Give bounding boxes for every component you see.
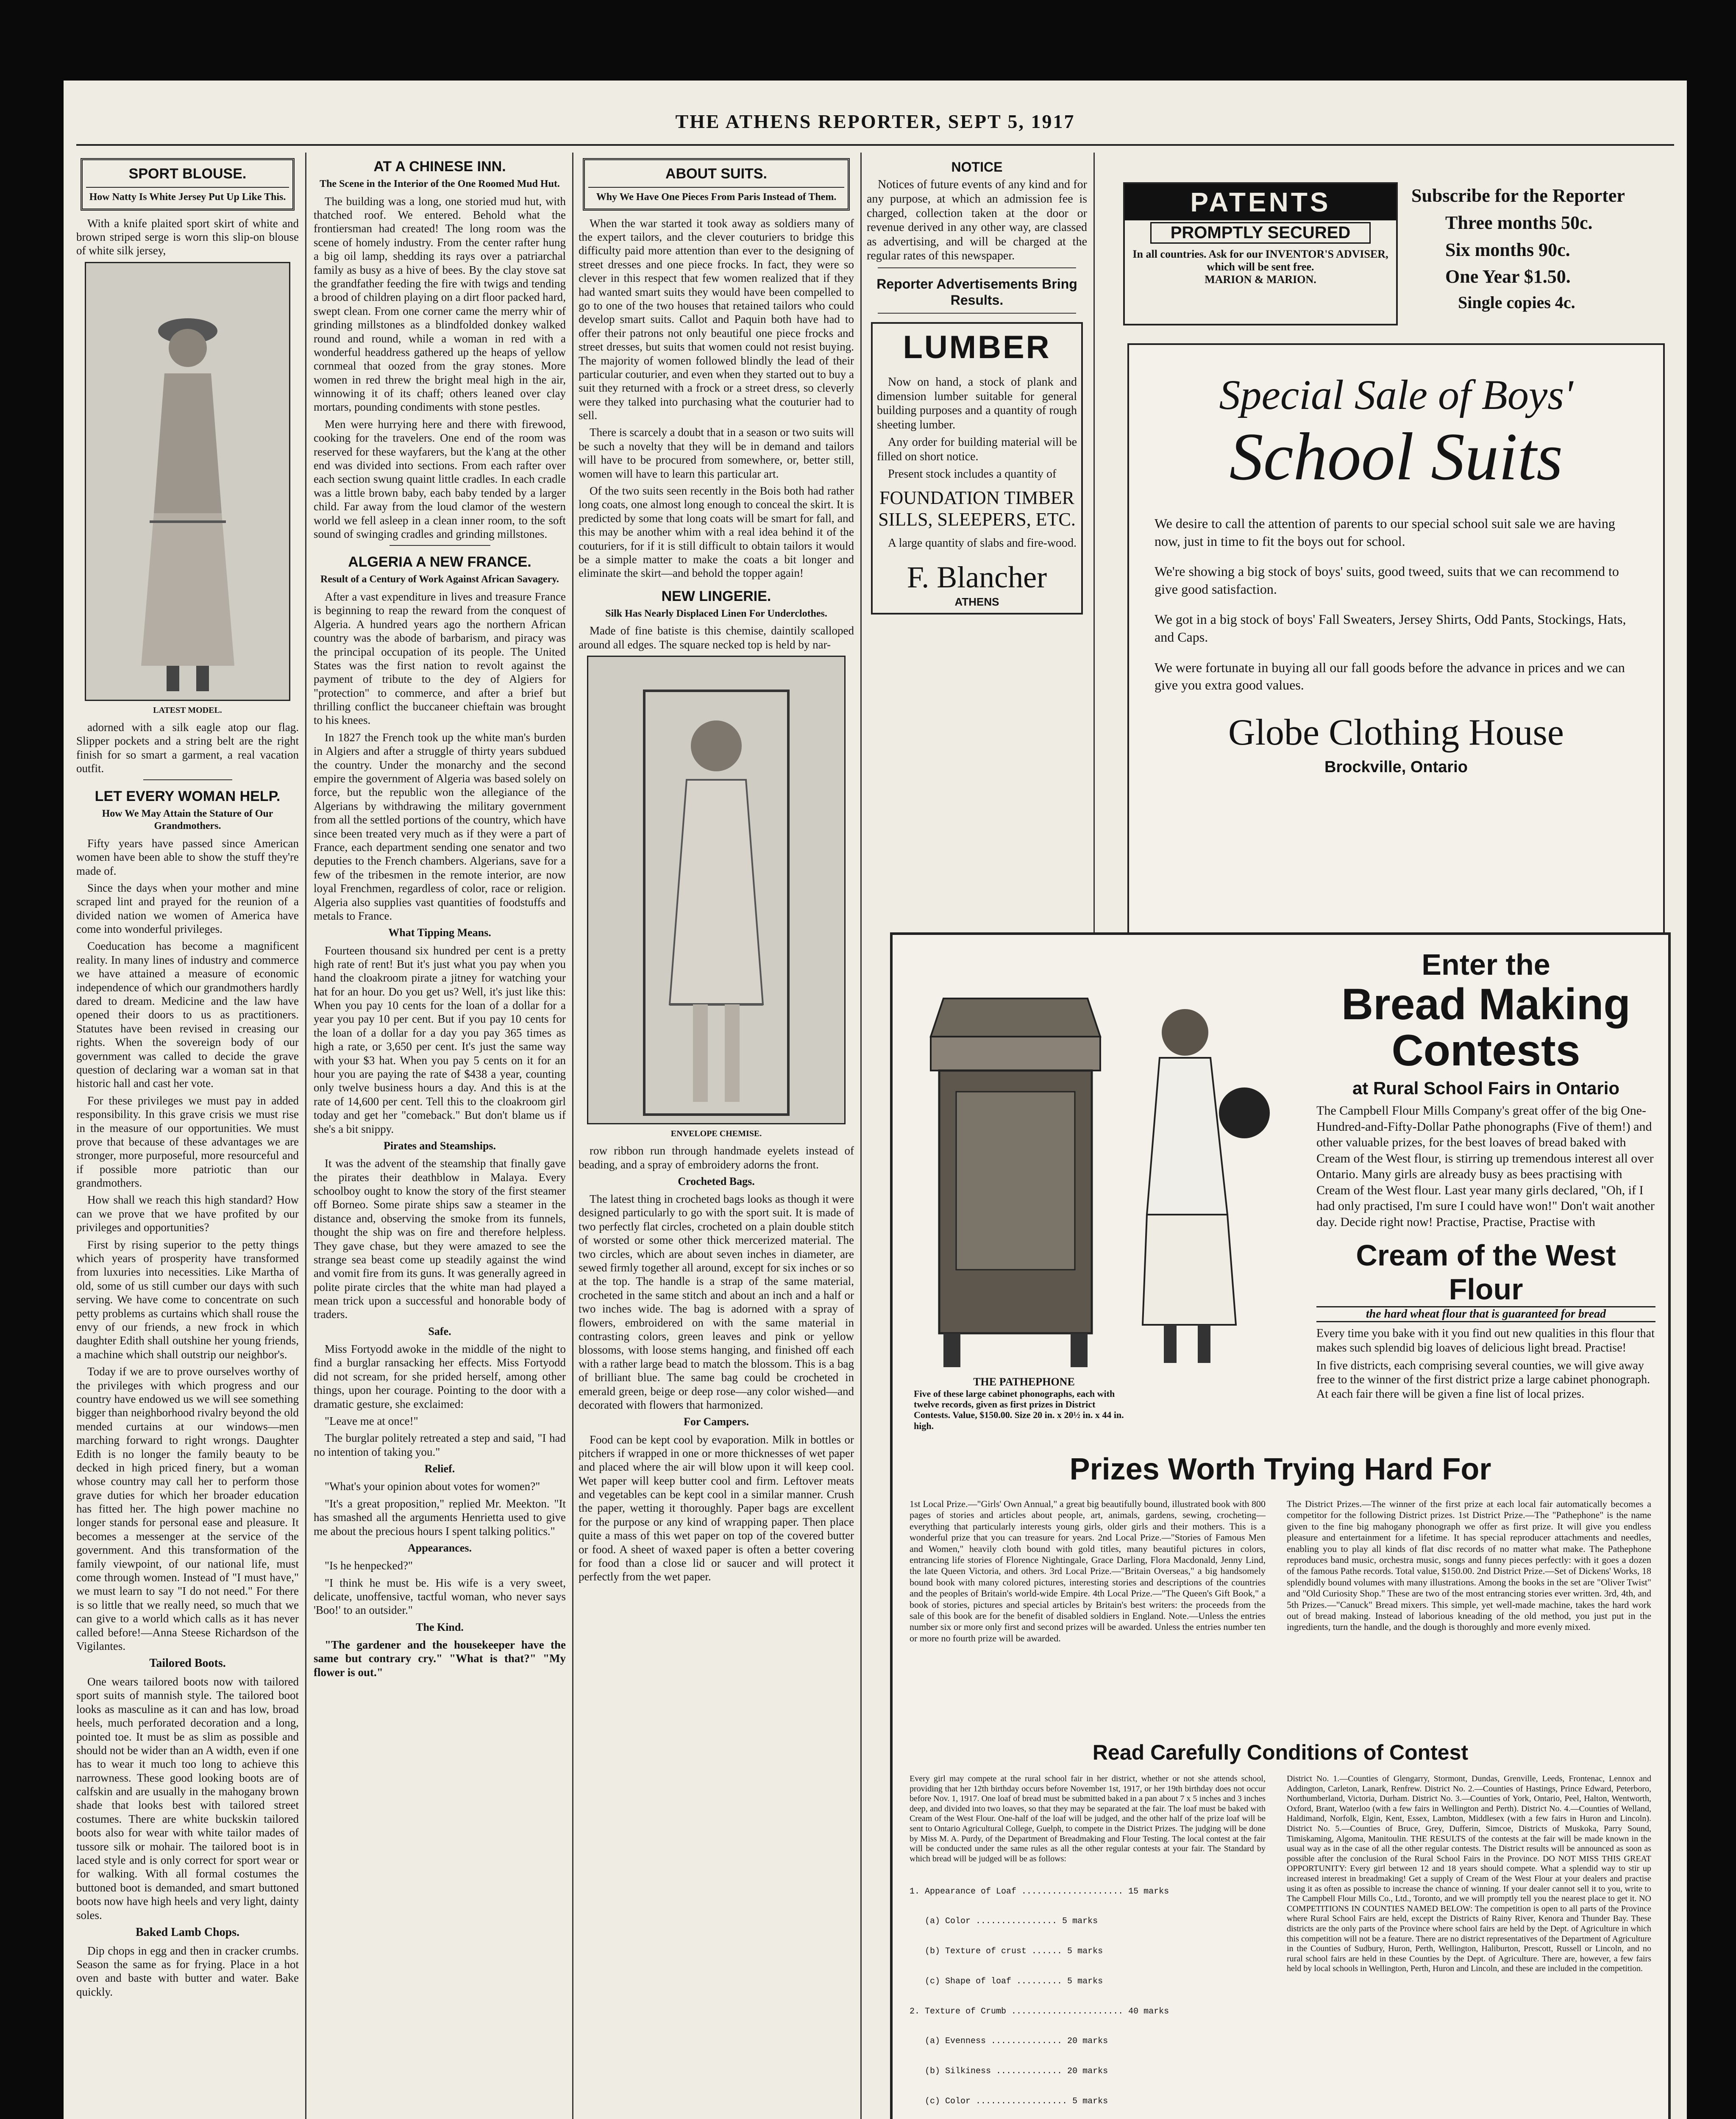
envelope-chemise-photo	[587, 656, 846, 1124]
paragraph: One wears tailored boots now with tailored sport suits of mannish style. The tailored boot looks as masculine as it can and has low, broad heels, much perforated decoration and a long, pointed toe. It must be as slim as possible and should not be wider than an A width, even if one has to wear it much too long to achieve this narrowness. These good looking boots are of calfskin and are usually in the mahogany brown shade that looks best with tailored street costumes. There are white buckskin tailored boots also for wear with white tailor mades of tussore silk or mohair. The tailored boot is in laced style and is only correct for sport wear or for walking. With all formal costumes the buttoned boot is demanded, and smart buttoned boots now have high heels and very light, dainty soles.	[76, 1675, 299, 1922]
article-title: ALGERIA A NEW FRANCE.	[348, 554, 531, 570]
lumber-ad	[871, 322, 1083, 615]
ad-body: In five districts, each comprising several counties, we will give away free to the winner of the first district prize a large cabinet phonograph. At each fair there will be given a fine list of local prizes.	[1316, 1359, 1650, 1401]
divider	[143, 779, 232, 780]
paragraph: The building was a long, one storied mud hut, with thatched roof. We entered. Behold what the frontiersman had created! The long room was the scene of homely industry. From the center rafter hung a big oil lamp, shedding its rays over a patriarchal family as busy as a hive of bees. By the clay stove sat the grandfather feeding the fire with twigs and tending a brood of children playing on a dirt floor packed hard, swept clean. From one corner came the merry whir of grinding millstones as a blindfolded donkey walked round and round, while a woman in red with a wonderful headdress gathered up the heaps of yellow cornmeal that oozed from the gray stones. More women in red threw the bright meal high in the air, winnowing it of its chaff; others leaned over clay mortars, pounding condiments with stone pestles.	[314, 195, 566, 414]
paragraph: The burglar politely retreated a step and said, "I had no intention of taking you."	[314, 1432, 566, 1458]
ad-headline: Contests	[1391, 1026, 1580, 1076]
section-heading: Appearances.	[408, 1541, 472, 1554]
paragraph: There is scarcely a doubt that in a season or two suits will be such a novelty that they will be in demand and tailors will have to be procured from somewhere, or, better still, women will have to learn this particular art.	[579, 426, 854, 480]
patents-text: In all countries. Ask for our INVENTOR'S ADVISER, which will be sent free.	[1132, 248, 1388, 273]
ad-body	[1155, 515, 1638, 694]
paragraph: Fifty years have passed since American women have been able to show the stuff they're made of.	[76, 837, 299, 877]
column-4	[867, 155, 1087, 945]
bread-contest-ad	[890, 932, 1671, 2119]
section-heading: The Kind.	[416, 1621, 464, 1633]
ad-headline: Special Sale of Boys'	[1219, 371, 1573, 418]
divider	[878, 313, 1076, 314]
column-1	[76, 155, 299, 2119]
conditions-text: Every girl may compete at the rural school fair in her district, whether or not she attends school, providing that her 12th birthday occurs before November 1st, 1917, or her 19th birthday does not occur before Nov. 1, 1917. One loaf of bread must be submitted baked in a pan about 7 x 5 inches and 3 inches deep, and divided into two loaves, so that they may be separated at the fair. The loaf must be baked with Cream of the West Flour. One-half of the loaf will be judged, and the other half of the prize loaf will be sent to Ontario Agricultural College, Guelph, to compete in the District Prizes. The judging will be done by Miss M. A. Purdy, of the Department of Breadmaking and Flour Testing. The local contest at the fair will be conducted under the same rules as all the other regular contests at your fair. The Standard by which bread will be judged will be as follows:	[910, 1774, 1266, 1863]
column-rule	[1093, 153, 1095, 949]
ad-body: Every time you bake with it you find out new qualities in this flour that makes such splendid big loaves of delicious light bread. Practise!	[1316, 1327, 1655, 1354]
article-title: AT A CHINESE INN.	[373, 159, 506, 175]
paragraph: "I think he must be. His wife is a very sweet, delicate, unoffensive, tactful woman, who never says 'Boo!' to an outsider."	[314, 1576, 566, 1617]
standard-line: 2. Texture of Crumb ...................... 40 marks	[910, 2006, 1169, 2016]
column-3	[579, 155, 854, 2119]
section-heading: Crocheted Bags.	[678, 1175, 755, 1187]
column-rule	[572, 153, 573, 2119]
divider	[389, 545, 490, 546]
brand-name: Cream of the West Flour	[1356, 1239, 1616, 1306]
masthead-rule	[76, 144, 1674, 146]
patents-firm: MARION & MARION.	[1205, 273, 1316, 286]
patents-title: PATENTS	[1125, 184, 1396, 220]
lumber-town: ATHENS	[954, 595, 999, 609]
paragraph: Men were hurrying here and there with firewood, cooking for the travelers. One end of the room was reserved for these wayfarers, but the k'ang at the other end was divided into sections. From each rafter over each section swung quaint little cradles. In each cradle was a little brown baby, each baby tended by a larger child. Far away from the loud clamor of the western world we fell asleep in a clean inner room, to the soft sound of swinging cradles and grinding millstones.	[314, 417, 566, 540]
section-heading: Relief.	[424, 1463, 455, 1475]
column-rule	[860, 153, 862, 2119]
notice-title: NOTICE	[951, 159, 1003, 175]
paragraph: How shall we reach this high standard? How can we prove that we have profited by our privileges and opportunities?	[76, 1193, 299, 1234]
photo-caption: LATEST MODEL.	[153, 705, 222, 715]
brand-slogan: the hard wheat flour that is guaranteed for bread	[1316, 1306, 1655, 1322]
paragraph: In 1827 the French took up the white man's burden in Algiers and after a struggle of thirty years subdued the country. Under the monarchy and the second empire the government of Algeria was based solely on force, but the republic won the allegiance of the Algerians by withdrawing the military government from all the settled portions of the country, which have since been treated very much as if they were a part of France, each department sending one senator and two deputies to the French chambers. Algerians, save for a few of the tribesmen in the remote interior, are now loyal Frenchmen, regardless of color, race or religion. Algeria also supplies vast quantities of foodstuffs and metals to France.	[314, 731, 566, 922]
sport-blouse-headline-box	[81, 158, 295, 211]
paragraph: For these privileges we must pay in added responsibility. In this grave crisis we must rise in the measure of our opportunities. We must prove that because of these advantages we are stronger, more purposeful, more resourceful and if possible more patriotic than our grandmothers.	[76, 1094, 299, 1190]
subscribe-rate: Three months 50c.	[1445, 212, 1593, 233]
standard-line: (b) Texture of crust ...... 5 marks	[910, 1947, 1103, 1957]
woman-figure-illustration	[124, 293, 251, 700]
contest-header	[1316, 948, 1655, 1401]
paragraph: "Is he henpecked?"	[325, 1559, 413, 1572]
patents-ad	[1123, 182, 1398, 325]
article-title: ABOUT SUITS.	[665, 166, 767, 182]
ad-subheadline: at Rural School Fairs in Ontario	[1352, 1078, 1620, 1098]
paragraph: It was the advent of the steamship that finally gave the pirates their deathblow in Malaya. Every schoolboy ought to know the story of the first steamer off Borneo. Some pirate ships saw a steamer in the distance and, observing the smoke from its funnels, thought the ship was on fire and therefore helpless. They gave chase, but they were amazed to see the strange sea beast come up steadily against the wind and vomit fire from its guns. It was generally agreed in polite pirate circles that the white man had played a mean trick upon a successful and honorable body of traders.	[314, 1157, 566, 1321]
paragraph: row ribbon run through handmade eyelets instead of beading, and a spray of embroidery adorns the front.	[579, 1144, 854, 1171]
phonograph-and-girl-illustration	[905, 952, 1346, 1418]
standard-line: 1. Appearance of Loaf .................... 15 marks	[910, 1886, 1169, 1897]
subscribe-block	[1411, 182, 1674, 315]
paragraph: Coeducation has become a magnificent reality. In many lines of industry and commerce we have attained a measure of economic independence of which our grandmothers hardly dared to dream. Medicine and the law have opened their doors to us as practitioners. Statutes have been revised in creasing our rights. When the sovereign body of our government was called to decide the grave question of declaring war a woman sat in that historic hall and cast her vote.	[76, 940, 299, 1090]
prizes-district: The District Prizes.—The winner of the first prize at each local fair automatically becomes a competitor for the following District prizes. 1st District Prize.—The "Pathephone" is the name given to the fine big mahogany phonograph we offer as first prize. It will give you endless pleasure and entertainment for a lifetime. It has special reproducer attachments and needles, enabling you to play all kinds of flat disc records of no matter what make. The Pathephone reproduces band music, orchestra music, songs and funny pieces perfectly: with it goes a dozen of the famous Pathe records. Total value, $150.00. 2nd District Prize.—Set of Dickens' Works, 18 splendidly bound volumes with many illustrations. Among the books in the set are "Oliver Twist" and "Old Curiosity Shop." These are two of the most entrancing stories ever written. 3rd, 4th, and 5th Prizes.—"Canuck" Bread mixers. This simple, yet well-made machine, takes the hard work out of bread making. Instead of laborious kneading of the old method, you just put in the ingredients, turn the handle, and the dough is thoroughly and more evenly mixed.	[1287, 1499, 1651, 1632]
about-suits-headline-box	[583, 158, 850, 211]
subscribe-rate: One Year $1.50.	[1445, 266, 1571, 287]
pathephone-caption-block	[914, 1376, 1134, 1431]
column-rule	[305, 153, 306, 2119]
subscribe-rate: Six months 90c.	[1445, 239, 1570, 260]
section-heading: What Tipping Means.	[388, 926, 491, 939]
store-town: Brockville, Ontario	[1324, 758, 1468, 776]
section-heading: For Campers.	[683, 1415, 749, 1428]
article-deck: Silk Has Nearly Displaced Linen For Underclothes.	[605, 608, 827, 619]
pathephone-caption: THE PATHEPHONE	[973, 1376, 1075, 1388]
globe-clothing-ad	[1127, 343, 1665, 940]
conditions-right: District No. 1.—Counties of Glengarry, Stormont, Dundas, Grenville, Leeds, Frontenac, Lennox and Addington, Carleton, Lanark, Renfrew. District No. 2.—Counties of Hastings, Prince Edward, Peterboro, Northumberland, Victoria, Durham. District No. 3.—Counties of York, Ontario, Peel, Halton, Wentworth, Oxford, Brant, Waterloo (with a few fairs in Wellington and Perth). District No. 4.—Counties of Welland, Haldimand, Norfolk, Elgin, Kent, Essex, Lambton, Middlesex (with a few fairs in Huron and Lincoln). District No. 5.—Counties of Bruce, Grey, Dufferin, Simcoe, Districts of Muskoka, Parry Sound, Timiskaming, Algoma, Manitoulin. THE RESULTS of the contests at the fair will be made known in the usual way as in the case of all the other regular contests. The District results will be announced as soon as possible after the conclusion of the Rural School Fairs in the Province. DO NOT MISS THIS GREAT OPPORTUNITY: Every girl between 12 and 18 years should compete. What a splendid way to stir up increased interest in breadmaking! Get a supply of Cream of the West Flour at your dealers and practise using it as often as possible to increase the chance of winning. If your dealer cannot sell it to you, write to The Campbell Flour Mills Co., Ltd., Toronto, and we will promptly tell you the nearest place to get it. NO COMPETITIONS IN COUNTIES NAMED BELOW: The competition is open to all parts of the Province where Rural School Fairs are held, except the Districts of Rainy River, Kenora and Thunder Bay. These districts are the only parts of the Province where school fairs are held by the Dept. of Agriculture in which this competition will not be a feature. There are no district representatives of the Department of Agriculture in the Counties of Sudbury, Huron, Perth, Wellington, Haliburton, Prescott, Russell or Lincoln, and no rural school fairs are held in these Counties by the Dept. of Agriculture. There are, however, a few fairs held by local schools in Wellington, Perth, Huron and Lincoln, and these are included in the competition.	[1287, 1774, 1651, 1974]
woman-figure-illustration	[636, 682, 797, 1123]
conditions-title: Read Carefully Conditions of Contest	[1092, 1741, 1469, 1764]
lumber-dealer-name: F. Blancher	[907, 560, 1047, 594]
paragraph: We're showing a big stock of boys' suits, good tweed, suits that we can recommend to give good satisfaction.	[1155, 564, 1619, 597]
pathephone-text: Five of these large cabinet phonographs, each with twelve records, given as first prizes in District Contests. Value, $150.00. Size 20 in. x 20½ in. x 44 in. high.	[914, 1388, 1124, 1431]
article-deck: How We May Attain the Stature of Our Grandmothers.	[102, 808, 273, 831]
section-heading: Tailored Boots.	[149, 1657, 226, 1670]
paragraph: Now on hand, a stock of plank and dimension lumber suitable for general building purposes and a quantity of rough sheeting lumber.	[877, 375, 1077, 431]
paragraph: Of the two suits seen recently in the Bois both had rather long coats, one almost long enough to conceal the skirt. It is predicted by some that long coats will be smart for fall, and this may be another whim with a real idea behind it of the couturiers, for if it is still difficult to obtain tailors it would be a simple matter to make the coats a bit longer and eliminate the skirt—and behold the topper again!	[579, 484, 854, 580]
notice-text: Notices of future events of any kind and for any purpose, at which an admission fee is charged, collection taken at the door or revenue derived in any other way, are classed as advertising, and will be charged at the regular rates of this newspaper.	[867, 178, 1087, 263]
ad-headline: Bread Making	[1341, 980, 1630, 1029]
photo-caption: ENVELOPE CHEMISE.	[670, 1129, 762, 1139]
judging-standard	[910, 1866, 1266, 2119]
paragraph: "Leave me at once!"	[325, 1415, 418, 1427]
ad-body: The Campbell Flour Mills Company's great offer of the big One-Hundred-and-Fifty-Dollar Pathe phonographs (Five of them!) and other valuable prizes, for the best loaves of bread baked with Cream of the West flour, is stirring up tremendous interest all over Ontario. Many girls are already busy as bees practising with Cream of the West flour. Last year many girls declared, "Oh, if I had only practised, I'm sure I could have won!" Don't wait another day. Decide right now! Practise, Practise, Practise with	[1316, 1104, 1655, 1229]
paragraph: Food can be kept cool by evaporation. Milk in bottles or pitchers if wrapped in one or more thicknesses of wet paper and placed where the air will blow upon it will keep cool. Wet paper will keep butter cool and firm. Leftover meats and vegetables can be kept cool in a similar manner. Crush the paper, wetting it thoroughly. Paper bags are excellent for the purpose or any kind of wrapping paper. Then place quite a mass of this wet paper on top of the covered butter or food. A sheet of waxed paper is often a better covering for food than a close lid or saucer and will protect it perfectly from the wet paper.	[579, 1433, 854, 1583]
paragraph: Since the days when your mother and mine scraped lint and prayed for the reunion of a divided nation we women of America have come into wonderful privileges.	[76, 881, 299, 936]
pathephone-illustration	[905, 952, 1346, 1431]
latest-model-photo	[85, 262, 290, 701]
prizes-title: Prizes Worth Trying Hard For	[1069, 1452, 1491, 1486]
paragraph: A large quantity of slabs and fire-wood.	[888, 537, 1077, 550]
column-2	[314, 155, 566, 2119]
store-name: Globe Clothing House	[1228, 712, 1564, 753]
article-title: NEW LINGERIE.	[661, 588, 771, 604]
lumber-feature: FOUNDATION TIMBER SILLS, SLEEPERS, ETC.	[878, 487, 1076, 530]
paragraph: Any order for building material will be filled on short notice.	[877, 436, 1077, 463]
paragraph: Present stock includes a quantity of	[888, 467, 1057, 481]
paragraph: "The gardener and the housekeeper have the same but contrary cry." "What is that?" "My flower is out."	[314, 1638, 566, 1679]
paragraph: Today if we are to prove ourselves worthy of the privileges with which progress and our country have endowed us we will see something bigger than neighborhood rivalry beyond the old mended curtains at our windows—men marching forward to right wrongs. Daughter Edith is no longer the family beauty to be decked in high priced finery, but a woman whose country may call her to perform those grave duties for which her broader education has fitted her. The high power machine no longer stands for personal ease and pleasure. It becomes a messenger at the service of the government. And this transformation of the family viewpoint, of our national life, must come through women. Instead of "I must have," we must learn to say "I do not need." For there is so little that we really need, so much that we can give to a world which calls as it has never called before!—Anna Steese Richardson of the Vigilantes.	[76, 1365, 299, 1652]
paragraph: We desire to call the attention of parents to our special school suit sale we are having now, just in time to fit the boys out for school.	[1155, 516, 1615, 549]
standard-line: (a) Evenness .............. 20 marks	[910, 2036, 1108, 2047]
paragraph: After a vast expenditure in lives and treasure France is beginning to reap the reward from the conquest of Algeria. A hundred years ago the northern African country was the abode of barbarism, and piracy was the principal occupation of its people. The United States was the first nation to revolt against the payment of tribute to the dey of Algiers for "protection" to commerce, and after a brief but thrilling conflict the buccaneer chieftain was brought to his knees.	[314, 590, 566, 727]
reporter-ad: Reporter Advertisements Bring Results.	[876, 276, 1077, 308]
paragraph: First by rising superior to the petty things which years of prosperity have transformed from luxuries into necessities. Like Martha of old, some of us still cumber our days with such serving. We have come to concentrate on such petty problems as curtains which shall rouse the envy of our friends, a new frock in which daughter Edith shall outshine her young friends, a machine which shall outstrip our neighbor's.	[76, 1238, 299, 1361]
paragraph: Fourteen thousand six hundred per cent is a pretty high rate of rent! But it's just what you pay when you hand the cloakroom pirate a jitney for watching your hat for an hour. Do you get us? Well, it's just like this: When you pay 10 cents for the loan of a dollar for a year you pay 10 per cent. But if you pay 10 cents for the loan of a dollar for a day you pay 365 times as high a rate, or 3,650 per cent. It's just the same way with your $3 hat. When you pay 5 cents on it for an hour you are paying the rate of $438 a year, counting only twelve business hours a day. And this is at the rate of 14,600 per cent. Tell this to the cloakroom girl today and get her "comeback." But don't blame us if she's a bit snippy.	[314, 944, 566, 1135]
article-deck: Why We Have One Pieces From Paris Instead of Them.	[588, 187, 844, 203]
paragraph: The latest thing in crocheted bags looks as though it were designed particularly to go with the sport suit. It is made of two perfectly flat circles, crocheted on a plain double stitch of worsted or some other thick mercerized material. The two circles, which are about seven inches in diameter, are sewed firmly together all around, except for six inches or so at the top. The handle is a strap of the same material, crocheted in the same stitch and about an inch and a half or two inches wide. The bag is adorned with a spray of flowers, embroidered on with the same material in contrasting colors, green leaves and pink or yellow blossoms, with loose stems hanging, and finished off each with a rather large bead to match the blossom. This is a bag of brilliant blue. The same bag could be crocheted in emerald green, beige or deep rose—any color wished—and decorated with flowers that harmonized.	[579, 1193, 854, 1411]
subscribe-title: Subscribe for the Reporter	[1411, 185, 1625, 206]
standard-line: (b) Silkiness ............. 20 marks	[910, 2066, 1108, 2077]
paragraph: Miss Fortyodd awoke in the middle of the night to find a burglar ransacking her effects. Miss Fortyodd did not scream, for she prided herself, among other things, upon her courage. Pointing to the door with a dramatic gesture, she exclaimed:	[314, 1343, 566, 1410]
standard-line: (c) Shape of loaf ......... 5 marks	[910, 1976, 1103, 1986]
article-deck: How Natty Is White Jersey Put Up Like This.	[86, 187, 289, 203]
paragraph: Made of fine batiste is this chemise, daintily scalloped around all edges. The square necked top is held by nar-	[579, 624, 854, 651]
article-title: LET EVERY WOMAN HELP.	[95, 788, 281, 805]
ad-headline: Enter the	[1422, 948, 1550, 981]
paragraph: We got in a big stock of boys' Fall Sweaters, Jersey Shirts, Odd Pants, Stockings, Hats, and Caps.	[1155, 612, 1626, 645]
standard-line: (c) Color .................. 5 marks	[910, 2097, 1108, 2106]
ad-headline: School Suits	[1229, 419, 1563, 494]
patents-subtitle: PROMPTLY SECURED	[1150, 222, 1371, 244]
masthead: THE ATHENS REPORTER, SEPT 5, 1917	[675, 111, 1075, 132]
paragraph: When the war started it took away as soldiers many of the expert tailors, and the clever couturiers to bridge this difficulty paid more attention than ever to the designing of street dresses and one piece frocks. In fact, they were so clever in this respect that few women realized that if they had wanted smart suits they would have been compelled to go to one of the two houses that retained tailors who could develop smart suits. Callot and Paquin both have had to offer their patrons not only beautiful one piece frocks and street dresses, but suits that women could not resist buying. The majority of women followed blindly the lead of their particular couturier, and even when they started out to buy a suit they returned with a frock or a street dress, so cleverly were they talked into purchasing what the couturier had to sell.	[579, 217, 854, 422]
section-heading: Pirates and Steamships.	[383, 1139, 496, 1152]
subscribe-rate: Single copies 4c.	[1458, 293, 1575, 312]
lumber-title: LUMBER	[903, 329, 1051, 365]
newspaper-page	[64, 81, 1687, 2119]
paragraph: With a knife plaited sport skirt of white and brown striped serge is worn this slip-on blouse of white silk jersey,	[76, 217, 299, 257]
article-deck: The Scene in the Interior of the One Roomed Mud Hut.	[320, 178, 560, 189]
article-title: SPORT BLOUSE.	[128, 166, 247, 182]
section-heading: Safe.	[428, 1325, 451, 1338]
prizes-local: 1st Local Prize.—"Girls' Own Annual," a great big beautifully bound, illustrated book with 800 pages of stories and articles about people, art, animals, gardens, sewing, crocheting—everything that particularly interests young girls, older girls and their mothers. This is a wonderful prize that you can treasure for years. 2nd Local Prize.—"Stories of Famous Men and Women," heavily cloth bound with gold titles, many beautiful pictures in colors, entrancing life stories of Florence Nightingale, Grace Darling, Flora Macdonald, Jenny Lind, the late Queen Victoria, and others. 3rd Local Prize.—"Britain Overseas," a big handsomely bound book with many colored pictures, interesting stories and descriptions of the countries and the peoples of Britain's world-wide Empire. 4th Local Prize.—"The Queen's Gift Book," a book of stories, pictures and special articles by Britain's best writers: the proceeds from the sale of this book are for the benefit of disabled soldiers in England. Note.—Unless the entries number six or more only first and second prizes will be awarded. Unless the entries number ten or more no fourth prize will be awarded.	[910, 1499, 1266, 1643]
article-deck: Result of a Century of Work Against African Savagery.	[320, 574, 559, 585]
paragraph: We were fortunate in buying all our fall goods before the advance in prices and we can give you extra good values.	[1155, 659, 1625, 693]
paragraph: "It's a great proposition," replied Mr. Meekton. "It has smashed all the arguments Henrietta used to give me about the precious hours I spent talking politics."	[314, 1497, 566, 1538]
paragraph: "What's your opinion about votes for women?"	[325, 1480, 540, 1493]
standard-line: (a) Color ................ 5 marks	[910, 1916, 1098, 1927]
conditions-left	[910, 1774, 1266, 2119]
section-heading: Baked Lamb Chops.	[135, 1926, 240, 1939]
divider	[878, 267, 1076, 268]
paragraph: adorned with a silk eagle atop our flag. Slipper pockets and a string belt are the right finish for so smart a garment, a real vacation outfit.	[76, 720, 299, 775]
paragraph: Dip chops in egg and then in cracker crumbs. Season the same as for frying. Place in a hot oven and baste with butter and water. Bake quickly.	[76, 1944, 299, 1998]
